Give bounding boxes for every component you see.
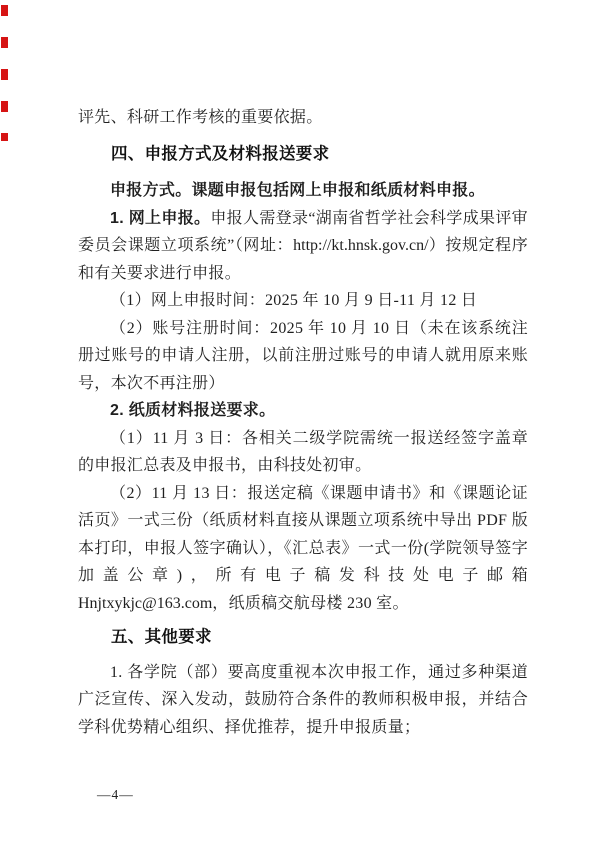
item-1-text: 申报人需登录“湖南省哲学社会科学成果评审委员会课题立项系统”（网址： [78, 209, 528, 254]
website-url: http://kt.hnsk.gov.cn/ [293, 237, 429, 254]
document-body [78, 104, 528, 741]
item-2-paper-requirements-label: 2. 纸质材料报送要求。 [110, 402, 276, 419]
paper-requirement-1: （1）11 月 3 日：各相关二级学院需统一报送经签字盖章的申报汇总表及申报书，由科技处初审。 [78, 429, 528, 474]
red-edge-mark [1, 5, 8, 16]
paper-requirement-2 [78, 480, 528, 618]
item-1-label: 1. 网上申报。 [110, 209, 211, 227]
paper-requirement-2-tail: ，纸质稿交航母楼 230 室。 [212, 594, 409, 612]
section-4-heading: 四、申报方式及材料报送要求 [111, 144, 330, 163]
section-5-heading: 五、其他要求 [111, 628, 212, 646]
paper-requirement-2-text: （2）11 月 13 日：报送定稿《课题申请书》和《课题论证活页》一式三份（纸质材料直接从课题立项系统中导出 PDF 版本打印，申报人签字确认），《汇总表》一式一份(学院领导签字加盖公章)，所有电子稿发科技处电子邮箱 [78, 484, 528, 584]
left-edge-red-marks [1, 5, 9, 162]
item-1-text-tail: ）按规定程序和有关要求进行申报。 [78, 237, 528, 282]
red-edge-mark [1, 69, 8, 80]
email-address: Hnjtxykjc@163.com [78, 594, 213, 612]
red-edge-mark [1, 133, 8, 141]
section-4-lead: 申报方式。课题申报包括网上申报和纸质材料申报。 [110, 182, 485, 199]
page-number: —4— [97, 787, 134, 802]
item-1-online-application [78, 205, 528, 288]
red-edge-mark [1, 37, 8, 48]
paragraph-continuation: 评先、科研工作考核的重要依据。 [78, 109, 323, 126]
other-requirement-1: 1. 各学院（部）要高度重视本次申报工作，通过多种渠道广泛宣传、深入发动，鼓励符合条件的教师积极申报，并结合学科优势精心组织、择优推荐，提升申报质量； [78, 663, 528, 736]
online-application-time: （1）网上申报时间：2025 年 10 月 9 日-11 月 12 日 [110, 292, 478, 309]
red-edge-mark [1, 101, 8, 112]
account-registration-time: （2）账号注册时间：2025 年 10 月 10 日（未在该系统注册过账号的申请人注册，以前注册过账号的申请人就用原来账号，本次不再注册） [78, 319, 528, 392]
